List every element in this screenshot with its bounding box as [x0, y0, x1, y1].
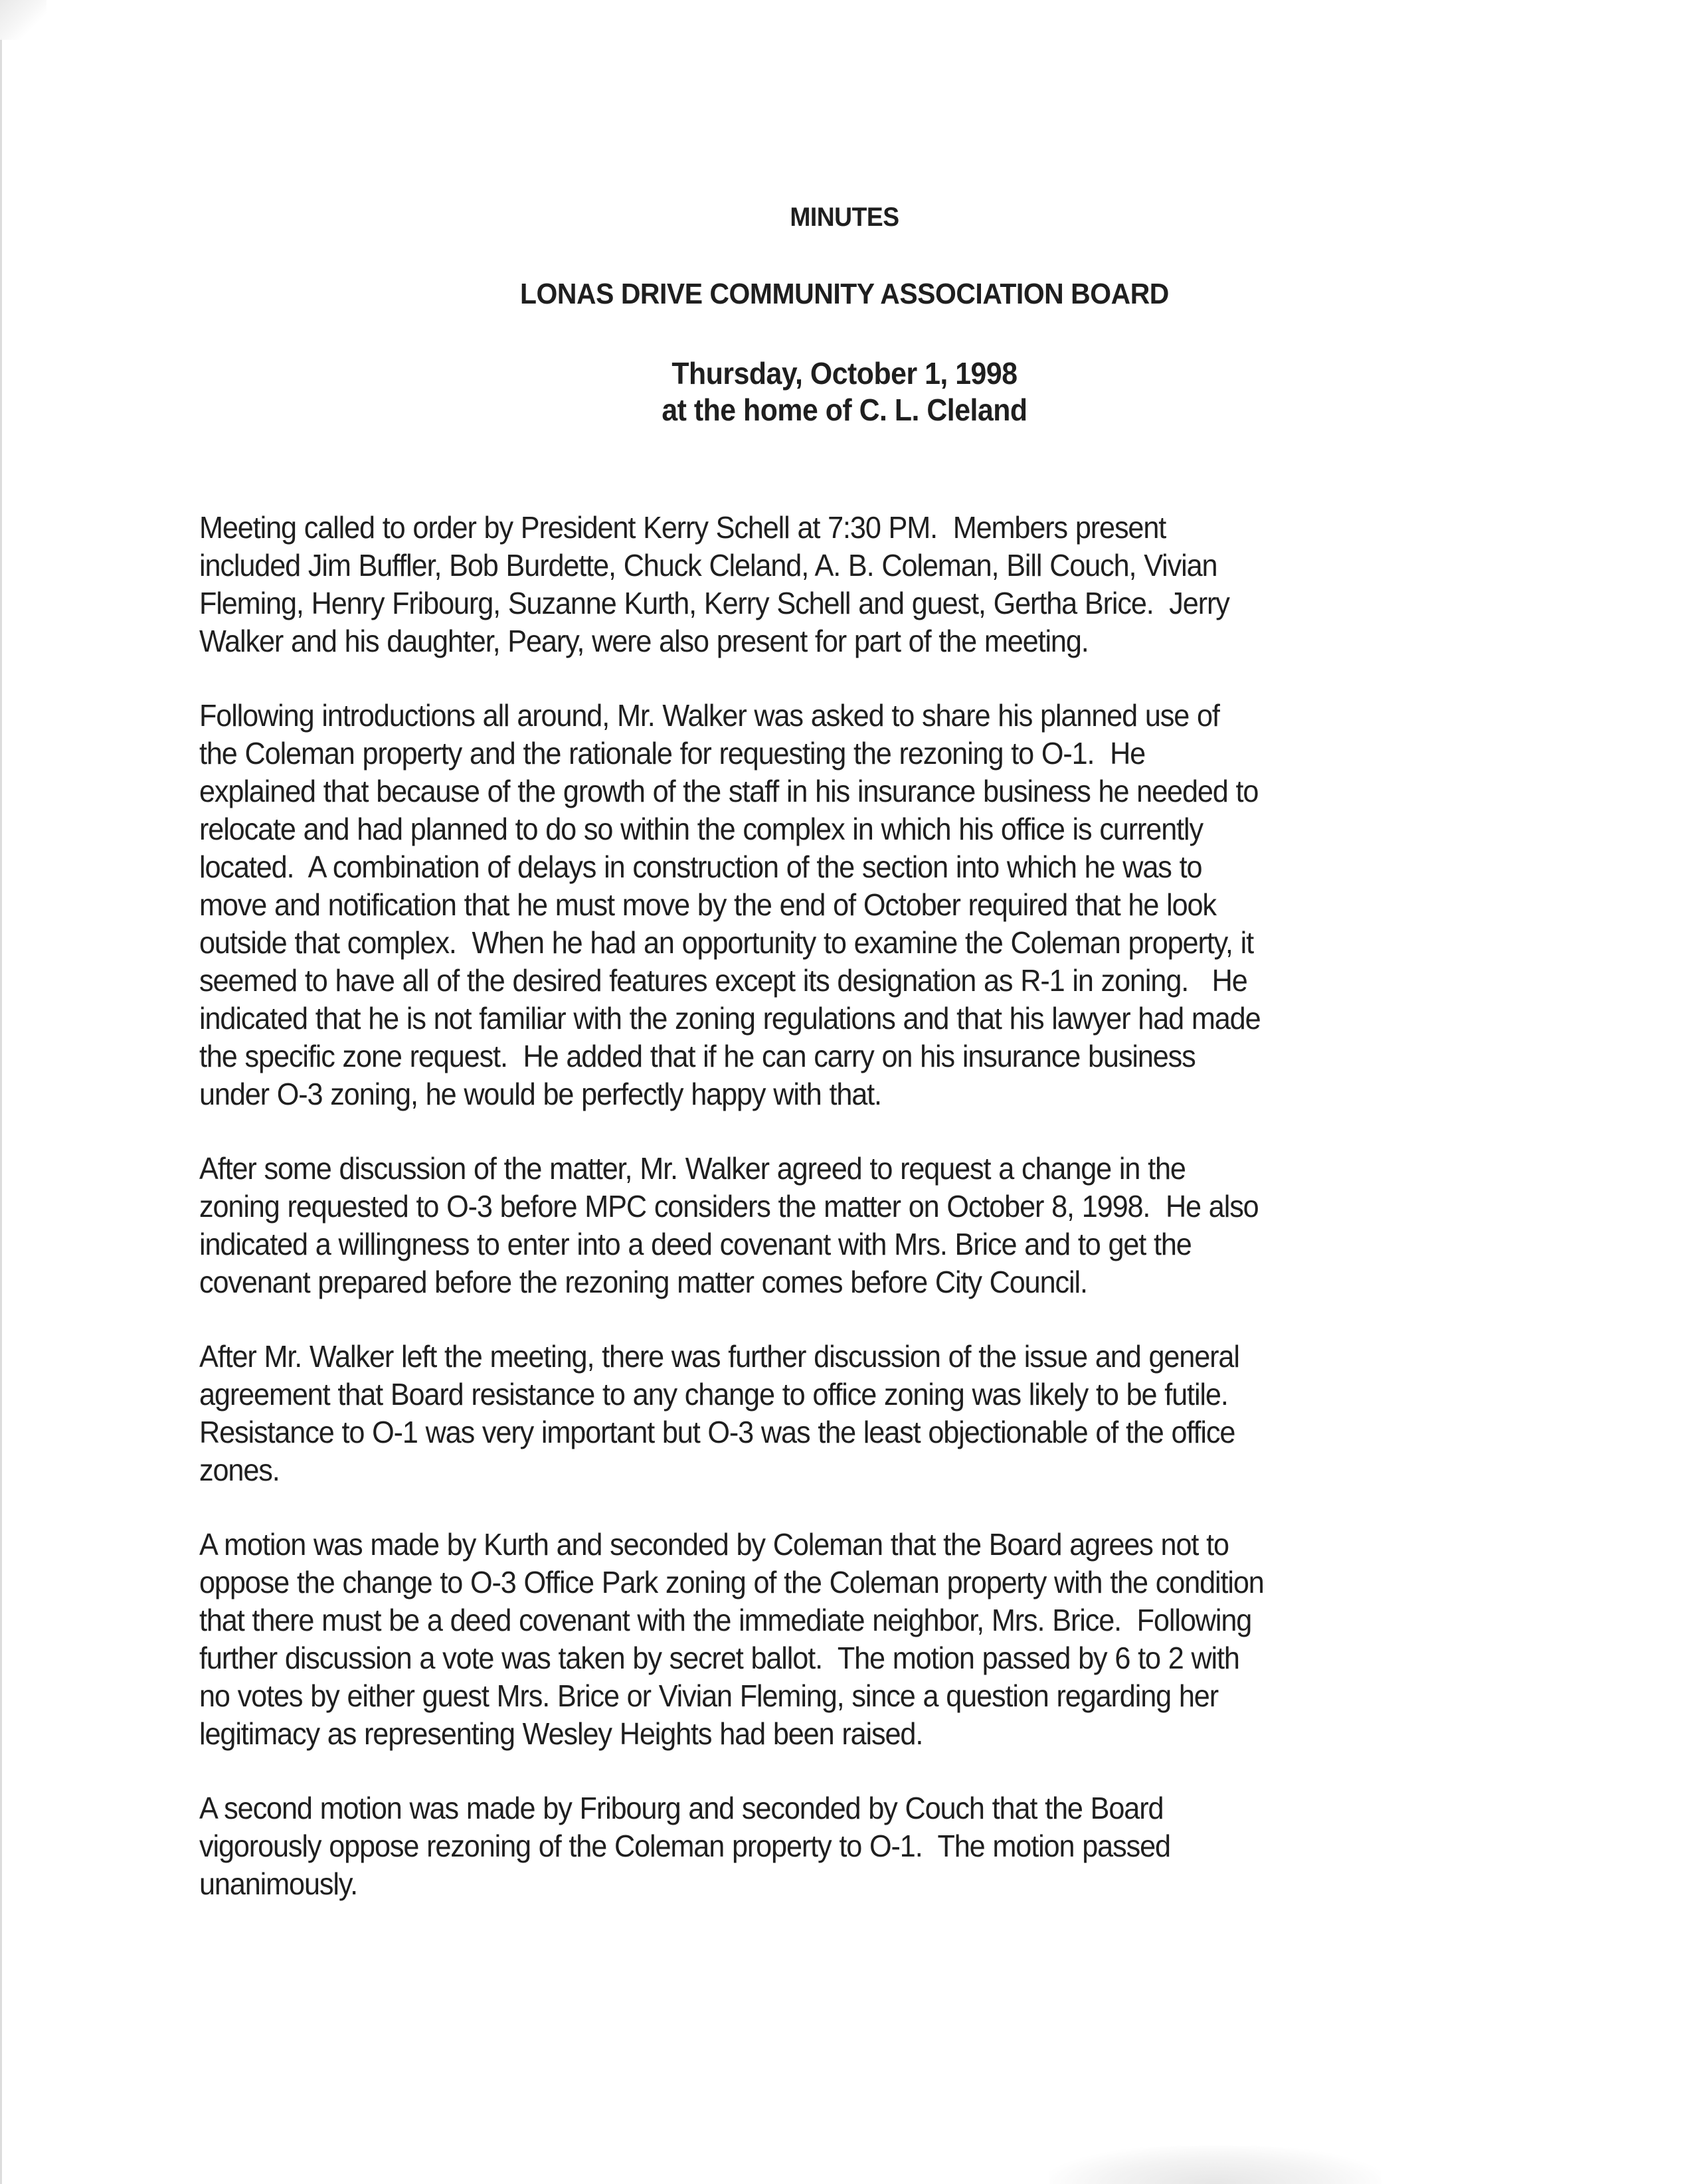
meeting-date: Thursday, October 1, 1998 [671, 356, 1018, 391]
text-line: Fleming, Henry Fribourg, Suzanne Kurth, Kerry Schell and guest, Gertha Brice. Jerry [199, 586, 1229, 620]
text-line: A second motion was made by Fribourg and seconded by Couch that the Board [199, 1791, 1164, 1825]
text-line: agreement that Board resistance to any change to office zoning was likely to be futile. [199, 1377, 1228, 1411]
text-line: located. A combination of delays in construction of the section into which he was to [199, 850, 1202, 884]
text-line: Meeting called to order by President Kerry Schell at 7:30 PM. Members present [199, 510, 1166, 545]
paragraph-second-motion [199, 1789, 1542, 1903]
text-line: covenant prepared before the rezoning matter comes before City Council. [199, 1265, 1087, 1299]
text-line: no votes by either guest Mrs. Brice or Vivian Fleming, since a question regarding her [199, 1679, 1218, 1713]
text-line: Following introductions all around, Mr. Walker was asked to share his planned use of [199, 698, 1219, 733]
text-line: move and notification that he must move by the end of October required that he look [199, 887, 1216, 922]
text-line: explained that because of the growth of the staff in his insurance business he needed to [199, 774, 1259, 808]
text-line: After Mr. Walker left the meeting, there was further discussion of the issue and general [199, 1339, 1239, 1374]
text-line: outside that complex. When he had an opportunity to examine the Coleman property, it [199, 925, 1253, 960]
minutes-body [199, 509, 1541, 1940]
text-line: After some discussion of the matter, Mr. Walker agreed to request a change in the [199, 1151, 1186, 1186]
text-line: A motion was made by Kurth and seconded by Coleman that the Board agrees not to [199, 1527, 1229, 1562]
text-line: indicated that he is not familiar with the zoning regulations and that his lawyer had made [199, 1001, 1261, 1036]
text-line: relocate and had planned to do so within the complex in which his office is currently [199, 812, 1203, 846]
organization-name: LONAS DRIVE COMMUNITY ASSOCIATION BOARD [520, 278, 1169, 310]
text-line: unanimously. [199, 1866, 358, 1901]
scan-smudge [1049, 2145, 1381, 2184]
text-line: indicated a willingness to enter into a deed covenant with Mrs. Brice and to get the [199, 1227, 1192, 1261]
text-line: vigorously oppose rezoning of the Coleman property to O-1. The motion passed [199, 1829, 1170, 1863]
text-line: that there must be a deed covenant with the immediate neighbor, Mrs. Brice. Following [199, 1603, 1252, 1637]
text-line: the specific zone request. He added that if he can carry on his insurance business [199, 1039, 1196, 1073]
document-title: MINUTES [790, 203, 899, 232]
text-line: included Jim Buffler, Bob Burdette, Chuck Cleland, A. B. Coleman, Bill Couch, Vivian [199, 548, 1217, 583]
text-line: under O-3 zoning, he would be perfectly happy with that. [199, 1077, 881, 1111]
text-line: further discussion a vote was taken by secret ballot. The motion passed by 6 to 2 with [199, 1641, 1239, 1675]
paragraph-attendance [199, 509, 1542, 660]
text-line: seemed to have all of the desired features except its designation as R-1 in zoning. He [199, 963, 1247, 998]
text-line: the Coleman property and the rationale for requesting the rezoning to O-1. He [199, 736, 1146, 771]
text-line: Walker and his daughter, Peary, were also present for part of the meeting. [199, 624, 1089, 658]
text-line: zoning requested to O-3 before MPC considers the matter on October 8, 1998. He also [199, 1189, 1259, 1224]
meeting-location: at the home of C. L. Cleland [662, 393, 1027, 427]
text-line: oppose the change to O-3 Office Park zoning of the Coleman property with the condition [199, 1565, 1264, 1599]
text-line: Resistance to O-1 was very important but O-3 was the least objectionable of the office [199, 1415, 1235, 1449]
text-line: legitimacy as representing Wesley Heights had been raised. [199, 1716, 923, 1751]
paragraph-walker-explanation [199, 697, 1542, 1113]
text-line: zones. [199, 1453, 280, 1487]
paragraph-first-motion [199, 1526, 1542, 1753]
scan-edge [0, 0, 2, 2184]
scan-corner-shadow [0, 0, 46, 40]
paragraph-board-discussion [199, 1338, 1542, 1489]
paragraph-walker-agreement [199, 1150, 1542, 1301]
